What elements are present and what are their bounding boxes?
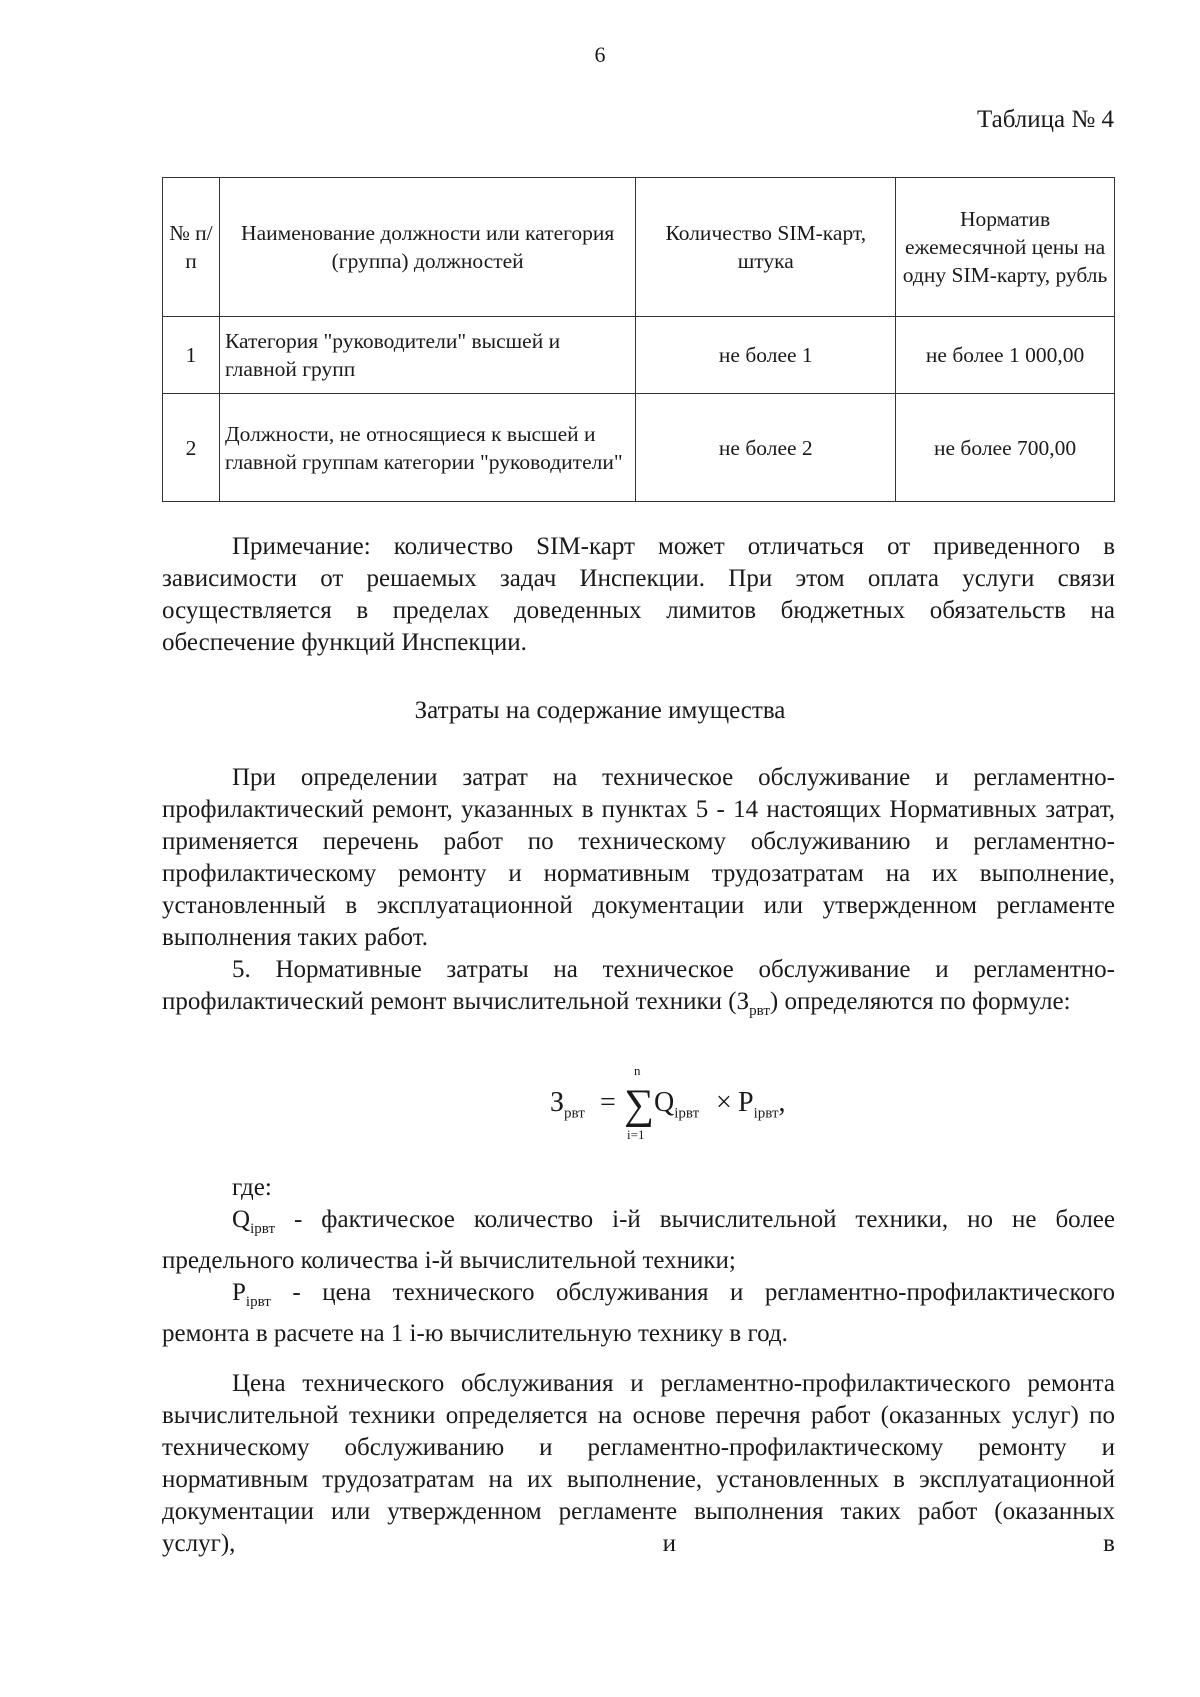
table-row: [163, 317, 1115, 394]
note-paragraph: Примечание: количество SIM-карт может отличаться от приведенного в зависимости от решаемых задач Инспекции. При этом оплата услуги связи осуществляется в пределах доведенных лимитов бюджетных обязательств на обеспечение функций Инспекции.: [162, 533, 1115, 656]
clause-5-text-a: 5. Нормативные затраты на техническое обслуживание и регламентно-профилактический ремонт вычислительной техники (З: [162, 956, 1115, 1015]
cell-number: 1: [163, 317, 220, 394]
formula-p: $P_{iрвт}$,: [738, 1087, 786, 1122]
table-header-row: [163, 178, 1115, 317]
cell-position: Категория "руководители" высшей и главной групп: [219, 317, 635, 394]
formula-q: $Q_{iрвт}$: [654, 1087, 700, 1122]
formula-times: ×: [716, 1087, 732, 1118]
section-heading: Затраты на содержание имущества: [414, 697, 786, 724]
body-block: [162, 762, 1115, 1027]
definition-q: $Q_{iрвт}$ - фактическое количество i-й вычислительной техники, но не более предельного количества i-й вычислительной техники;: [162, 1206, 1115, 1274]
clause-5-text-b: ) определяются по формуле:: [769, 988, 1071, 1015]
header-sim-count: Количество SIM-карт, штука: [636, 178, 896, 317]
header-price: Норматив ежемесячной цены на одну SIM-карту, рубль: [896, 178, 1115, 317]
clause-5-subscript: рвт: [749, 1003, 770, 1019]
cell-sim-count: не более 1: [636, 317, 896, 394]
where-label: где:: [232, 1174, 272, 1201]
note-block: [162, 531, 1115, 659]
formula-lhs: $З_{рвт}$: [550, 1087, 585, 1122]
header-number: № п/п: [163, 178, 220, 317]
cell-price: не более 700,00: [896, 394, 1115, 502]
norm-table: [162, 177, 1115, 502]
sigma-icon: ∑: [624, 1082, 654, 1128]
intro-paragraph: При определении затрат на техническое обслуживание и регламентно-профилактический ремонт, указанных в пунктах 5 - 14 настоящих Нормативных затрат, применяется перечень работ по техническому обслуживанию и регламентно-профилактическому ремонту и нормативным трудозатратам на их выполнение, установленный в эксплуатационной документации или утвержденном регламенте выполнения таких работ.: [162, 764, 1115, 951]
cell-sim-count: не более 2: [636, 394, 896, 502]
page-number: 6: [594, 42, 606, 67]
definitions-block: [162, 1172, 1115, 1350]
definition-p: $P_{iрвт}$ - цена технического обслуживания и регламентно-профилактического ремонта в расчете на 1 i-ю вычислительную технику в год.: [162, 1279, 1115, 1347]
cell-price: не более 1 000,00: [896, 317, 1115, 394]
clause-5-paragraph: [162, 954, 1115, 1027]
cell-position: Должности, не относящиеся к высшей и главной группам категории "руководители": [219, 394, 635, 502]
formula-equals: =: [600, 1087, 616, 1118]
formula-upper-limit: n: [634, 1063, 641, 1078]
price-paragraph: Цена технического обслуживания и регламентно-профилактического ремонта вычислительной техники определяется на основе перечня работ (оказанных услуг) по техническому обслуживанию и регламентно-профилактическому ремонту и нормативным трудозатратам на их выполнение, установленных в эксплуатационной документации или утвержденном регламенте выполнения таких работ (оказанных услуг), и в: [162, 1370, 1115, 1557]
formula: [550, 1063, 850, 1163]
table-label: Таблица № 4: [976, 106, 1114, 133]
formula-lower-limit: i=1: [627, 1127, 645, 1142]
header-position: Наименование должности или категория (группа) должностей: [219, 178, 635, 317]
cell-number: 2: [163, 394, 220, 502]
table-row: [163, 394, 1115, 502]
price-block: [162, 1368, 1115, 1560]
